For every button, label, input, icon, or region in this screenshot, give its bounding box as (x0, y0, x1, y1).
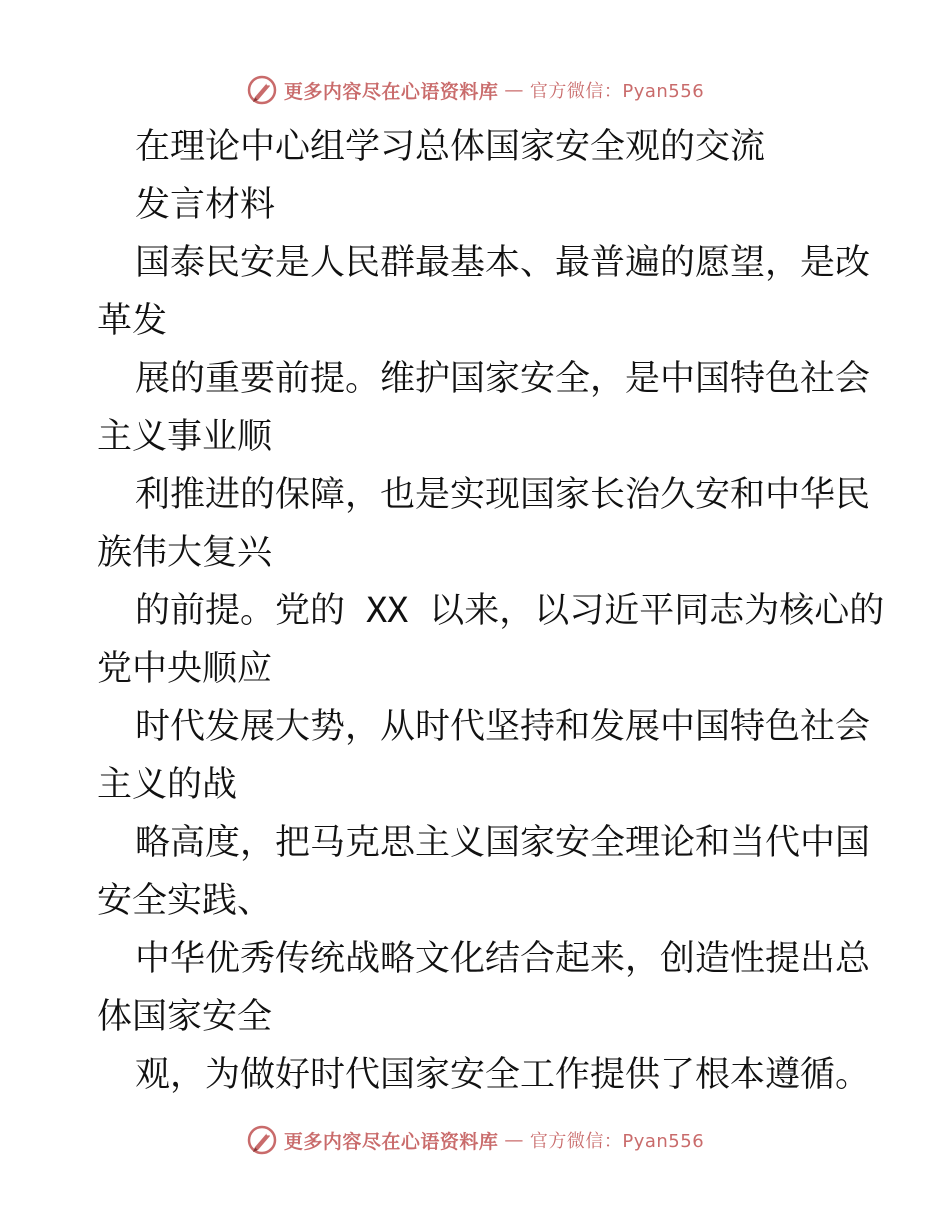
header-banner-content[interactable] (246, 74, 704, 106)
text-line: 党中央顺应 (97, 649, 273, 689)
text-line: 的前提。党的 XX 以来，以习近平同志为核心的 (135, 591, 885, 631)
footer-banner-separator: — (504, 1129, 524, 1151)
pen-logo-icon (246, 74, 278, 106)
text-line: 时代发展大势，从时代坚持和发展中国特色社会 (135, 707, 871, 747)
header-banner (0, 70, 950, 110)
text-line: 展的重要前提。维护国家安全，是中国特色社会 (135, 359, 871, 399)
header-banner-text: 更多内容尽在心语资料库 (283, 80, 499, 103)
header-banner-separator: — (504, 79, 524, 101)
text-line: 主义事业顺 (97, 417, 273, 457)
footer-banner-wechat: 官方微信：Pyan556 (529, 1131, 705, 1152)
text-line: 利推进的保障，也是实现国家长治久安和中华民 (135, 475, 871, 515)
text-line: 主义的战 (97, 765, 238, 805)
text-line: 观，为做好时代国家安全工作提供了根本遵循。 (135, 1055, 871, 1095)
text-line: 革发 (97, 301, 168, 341)
pen-logo-icon (246, 1124, 278, 1156)
footer-banner-text: 更多内容尽在心语资料库 (283, 1130, 499, 1153)
footer-banner (0, 1120, 950, 1160)
text-line: 国泰民安是人民群最基本、最普遍的愿望，是改 (135, 243, 871, 283)
footer-banner-content[interactable] (246, 1124, 704, 1156)
document-body (97, 118, 885, 1104)
header-banner-wechat: 官方微信：Pyan556 (529, 81, 705, 102)
text-line: 略高度，把马克思主义国家安全理论和当代中国 (135, 823, 871, 863)
text-line: 发言材料 (135, 185, 276, 225)
text-line: 族伟大复兴 (97, 533, 273, 573)
text-line: 体国家安全 (97, 997, 273, 1037)
text-line: 安全实践、 (97, 881, 273, 921)
document-title-line: 在理论中心组学习总体国家安全观的交流 (135, 127, 766, 167)
text-line: 中华优秀传统战略文化结合起来，创造性提出总 (135, 939, 871, 979)
